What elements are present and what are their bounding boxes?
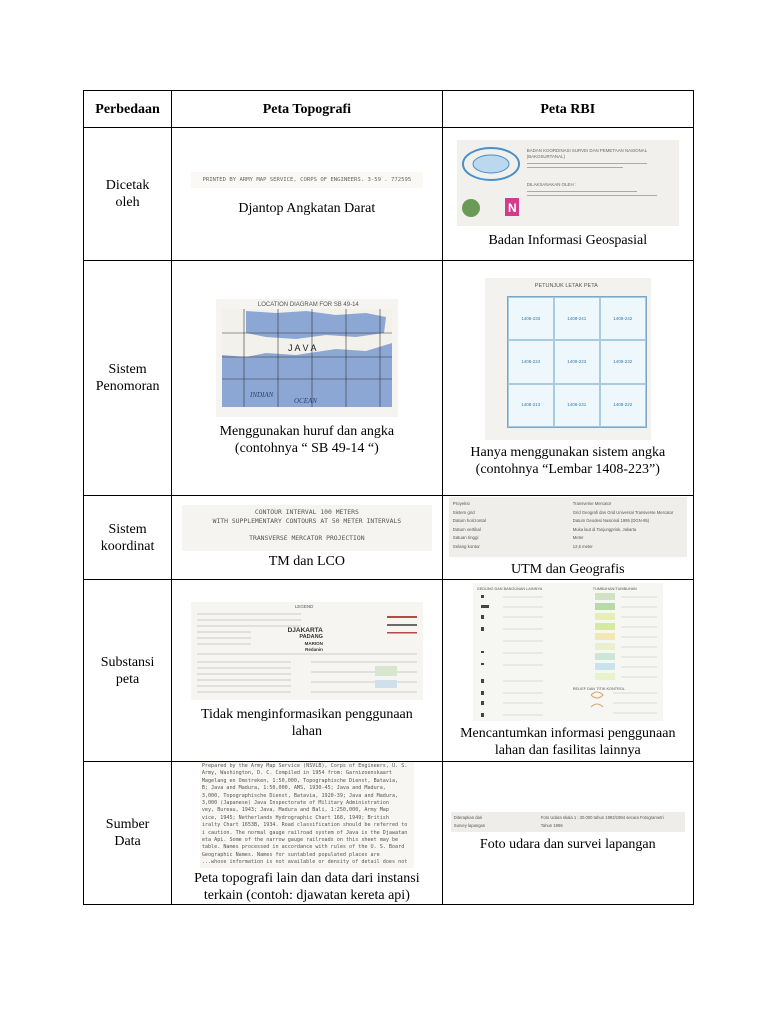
- table-row: [84, 496, 694, 580]
- table-row: [84, 762, 694, 905]
- svg-text:N: N: [507, 200, 517, 215]
- rbi-cell-koordinat: Proyeksi Sistem grid Datum horizontal Datum vertikal Satuan tinggi Selang kontur Transverse Mercator Grid Geografi dan Grid Universal Transverse Mercator Datum Geodesi Nasional 1995 (DGN-95) Muka laut di Tanjungpriok, Jakarta Meter 12,5 meter UTM dan Geografis: [442, 496, 693, 580]
- rbi-cell-substansi: GEDUNG DAN BANGUNAN LAINNYA TUMBUHAN/TUMBUHAN RELIEF DAN TITIK KONTROL Mencantumkan informasi penggunaan lahan dan fasilitas lainnya: [442, 580, 693, 762]
- comparison-table: [83, 90, 694, 905]
- header-peta-topografi: Peta Topografi: [172, 91, 442, 128]
- petunjuk-letak-peta-image: PETUNJUK LETAK PETA 1408-233 1408-241 1408-242 1408-224 1408-223 1408-232 1408-213 1408-231 1408-222: [485, 278, 651, 440]
- rbi-coordinate-info-image: Proyeksi Sistem grid Datum horizontal Datum vertikal Satuan tinggi Selang kontur Transverse Mercator Grid Geografi dan Grid Universal Transverse Mercator Datum Geodesi Nasional 1995 (DGN-95) Muka laut di Tanjungpriok, Jakarta Meter 12,5 meter: [449, 497, 687, 557]
- rbi-cell-penomoran: PETUNJUK LETAK PETA 1408-233 1408-241 1408-242 1408-224 1408-223 1408-232 1408-213 1408-231 1408-222 Hanya menggunakan sistem angka (contohnya “Lembar 1408-223”): [442, 261, 693, 496]
- table-row: [84, 580, 694, 762]
- topo-cell-penomoran: LOCATION DIAGRAM FOR SB 49-14 J A V A INDIAN OCEAN Menggunakan huruf dan angka (contohnya “ SB 49-14 “): [172, 261, 442, 496]
- rbi-source-note-image: Diterapkan dari Survey lapangan Foto Udara skala 1 : 30.000 tahun 1993/1994 secara Fotogrametri Tahun 1996: [451, 812, 685, 832]
- topo-legend-image: LEGEND DJAKARTA PADANG MARION Redanin: [191, 602, 423, 700]
- sheet-index-grid: 1408-233 1408-241 1408-242 1408-224 1408-223 1408-232 1408-213 1408-231 1408-222: [507, 296, 647, 428]
- topo-cell-sumber: Prepared by the Army Map Service (NSVLB), Corps of Engineers, U. S. Army, Washington, D. C. Compiled in 1954 from: Garnizoenskaart Magelang en Omstreken, 1:50,000, Topographische Dienst, Batavia, B; Java and Madura, 1:50,000, AMS, 1930-45; Java and Madura, 3,000, Topographische Dienst, Batavia, 1920-39; Java and Madura, 3,000 (Japanese) Java Inspectorate of Military Administration vey, Bureau, 1943; Java, Madura and Bali, 1:250,000, Army Map vice, 1945; Netherlands Hydrographic Chart 168, 1949; British iralty Chart 1653B, 1934. Road classification should be referred to i caution. The normal gauge railroad system of Java is the Djawatan eta Api. Some of the narrow gauge railroads on this sheet may be table. Names processed in accordance with rules of the U. S. Board Geographic Names. Names for suntabled populated places are ...whose information is not available or density of detail does not Peta topografi lain dan data dari instansi terkain (contoh: djawatan kereta api): [172, 762, 442, 905]
- table-row: [84, 261, 694, 496]
- location-diagram-image: LOCATION DIAGRAM FOR SB 49-14 J A V A INDIAN OCEAN: [216, 299, 398, 417]
- topo-cell-dicetak: PRINTED BY ARMY MAP SERVICE, CORPS OF ENGINEERS. 3-59 . 772595 Djantop Angkatan Darat: [172, 128, 442, 261]
- rbi-cell-sumber: Diterapkan dari Survey lapangan Foto Udara skala 1 : 30.000 tahun 1993/1994 secara Fotogrametri Tahun 1996 Foto udara dan survei lapangan: [442, 762, 693, 905]
- topo-cell-substansi: LEGEND DJAKARTA PADANG MARION Redanin Tidak menginformasikan penggunaan lahan: [172, 580, 442, 762]
- topo-imprint-image: PRINTED BY ARMY MAP SERVICE, CORPS OF ENGINEERS. 3-59 . 772595: [191, 172, 423, 188]
- row-label-penomoran: Sistem Penomoran: [84, 261, 172, 496]
- row-label-sumber: Sumber Data: [84, 762, 172, 905]
- location-diagram-map-icon: [216, 299, 398, 417]
- row-label-koordinat: Sistem koordinat: [84, 496, 172, 580]
- header-perbedaan: Perbedaan: [84, 91, 172, 128]
- svg-text:J A V A: J A V A: [287, 343, 317, 353]
- table-row: [84, 128, 694, 261]
- rbi-imprint-image: N BADAN KOORDINASI SURVEI DAN PEMETAAN NASIONAL (BAKOSURTANAL) DILAKSANAKAN OLEH :: [457, 140, 679, 226]
- contour-projection-image: CONTOUR INTERVAL 100 METERS WITH SUPPLEMENTARY CONTOURS AT 50 METER INTERVALS TRANSVERSE MERCATOR PROJECTION: [182, 505, 432, 551]
- topo-source-note-image: Prepared by the Army Map Service (NSVLB), Corps of Engineers, U. S. Army, Washington, D. C. Compiled in 1954 from: Garnizoenskaart Magelang en Omstreken, 1:50,000, Topographische Dienst, Batavia, B; Java and Madura, 1:50,000, AMS, 1930-45; Java and Madura, 3,000, Topographische Dienst, Batavia, 1920-39; Java and Madura, 3,000 (Japanese) Java Inspectorate of Military Administration vey, Bureau, 1943; Java, Madura and Bali, 1:250,000, Army Map vice, 1945; Netherlands Hydrographic Chart 168, 1949; British iralty Chart 1653B, 1934. Road classification should be referred to i caution. The normal gauge railroad system of Java is the Djawatan eta Api. Some of the narrow gauge railroads on this sheet may be table. Names processed in accordance with rules of the U. S. Board Geographic Names. Names for suntabled populated places are ...whose information is not available or density of detail does not: [200, 762, 414, 868]
- rbi-cell-dicetak: N BADAN KOORDINASI SURVEI DAN PEMETAAN NASIONAL (BAKOSURTANAL) DILAKSANAKAN OLEH : Badan Informasi Geospasial: [442, 128, 693, 261]
- rbi-legend-symbols-icon: [473, 583, 663, 721]
- svg-text:OCEAN: OCEAN: [293, 397, 317, 405]
- row-label-substansi: Substansi peta: [84, 580, 172, 762]
- header-peta-rbi: Peta RBI: [442, 91, 693, 128]
- header-row: [84, 91, 694, 128]
- svg-text:INDIAN: INDIAN: [249, 391, 274, 399]
- topo-cell-koordinat: CONTOUR INTERVAL 100 METERS WITH SUPPLEMENTARY CONTOURS AT 50 METER INTERVALS TRANSVERSE MERCATOR PROJECTION TM dan LCO: [172, 496, 442, 580]
- rbi-legend-image: GEDUNG DAN BANGUNAN LAINNYA TUMBUHAN/TUMBUHAN RELIEF DAN TITIK KONTROL: [473, 583, 663, 721]
- row-label-dicetak: Dicetak oleh: [84, 128, 172, 261]
